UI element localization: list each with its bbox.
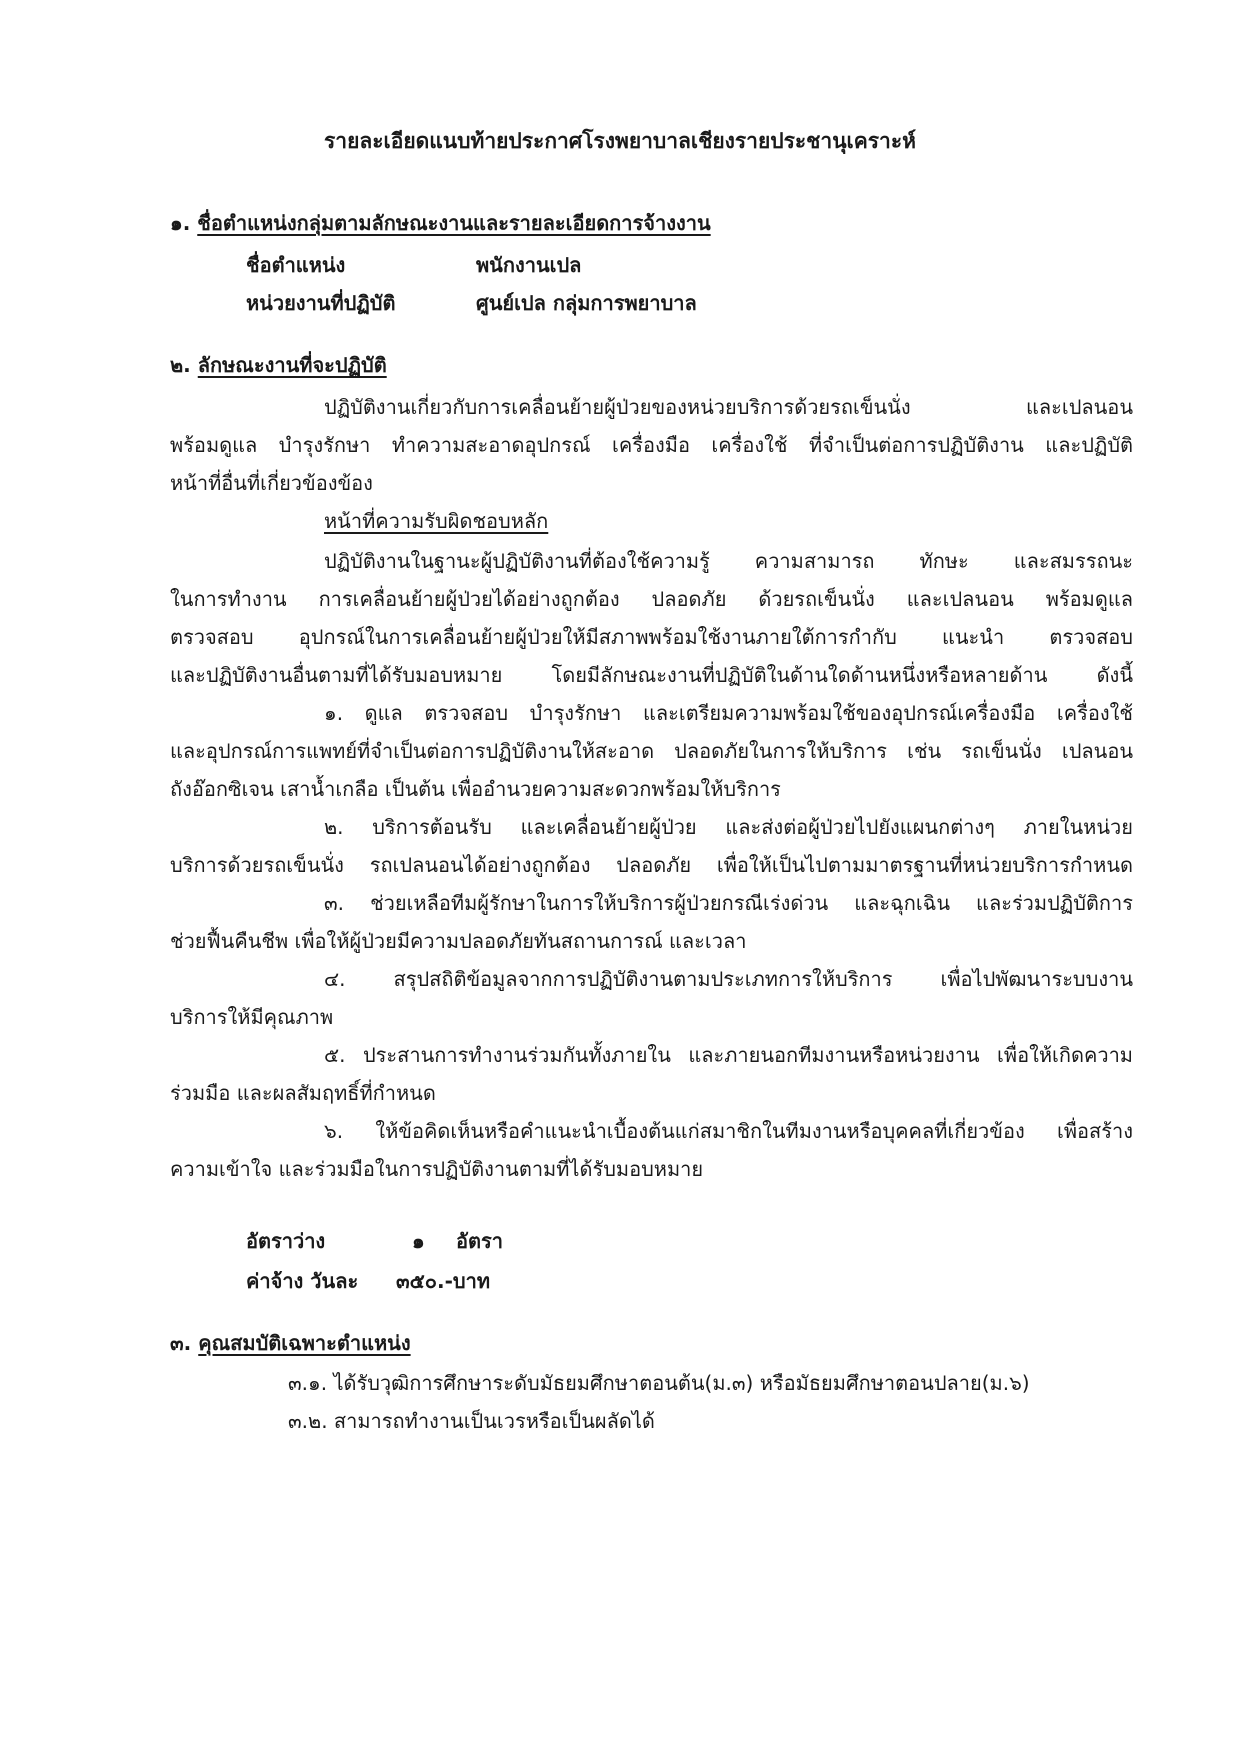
duty-item-5-line-2: ร่วมมือ และผลสัมฤทธิ์ที่กำหนด <box>170 1081 436 1105</box>
duties-intro-line-1: ปฏิบัติงานในฐานะผู้ปฏิบัติงานที่ต้องใช้ความรู้ ความสามารถ ทักษะ และสมรรถนะ <box>324 549 1133 573</box>
duties-heading: หน้าที่ความรับผิดชอบหลัก <box>324 509 549 533</box>
intro-line-1: ปฏิบัติงานเกี่ยวกับการเคลื่อนย้ายผู้ป่วยของหน่วยบริการด้วยรถเข็นนั่ง และเปลนอน <box>324 395 1133 419</box>
duties-intro-line-3: ตรวจสอบ อุปกรณ์ในการเคลื่อนย้ายผู้ป่วยให้มีสภาพพร้อมใช้งานภายใต้การกำกับ แนะนำ ตรวจสอบ <box>170 625 1133 649</box>
intro-line-3: หน้าที่อื่นที่เกี่ยวข้องข้อง <box>170 471 373 495</box>
duty-item-1-line-1: ๑. ดูแล ตรวจสอบ บำรุงรักษา และเตรียมความพร้อมใช้ของอุปกรณ์เครื่องมือ เครื่องใช้ <box>324 701 1133 725</box>
wage-value: ๓๕๐.-บาท <box>396 1269 491 1293</box>
section1-heading: ชื่อตำแหน่งกลุ่มตามลักษณะงานและรายละเอียดการจ้างงาน <box>197 211 711 235</box>
unit-value: ศูนย์เปล กลุ่มการพยาบาล <box>476 291 697 315</box>
section1-number: ๑. <box>170 211 191 235</box>
section2-number: ๒. <box>170 353 191 377</box>
duty-item-1-line-2: และอุปกรณ์การแพทย์ที่จำเป็นต่อการปฏิบัติงานให้สะอาด ปลอดภัยในการให้บริการ เช่น รถเข็นนั่ง เปลนอน <box>170 739 1133 763</box>
duty-item-6-line-1: ๖. ให้ข้อคิดเห็นหรือคำแนะนำเบื้องต้นแก่สมาชิกในทีมงานหรือบุคคลที่เกี่ยวข้อง เพื่อสร้าง <box>324 1119 1133 1143</box>
duty-item-1-line-3: ถังอ๊อกซิเจน เสาน้ำเกลือ เป็นต้น เพื่ออำนวยความสะดวกพร้อมให้บริการ <box>170 777 781 801</box>
duties-intro-line-2: ในการทำงาน การเคลื่อนย้ายผู้ป่วยได้อย่างถูกต้อง ปลอดภัย ด้วยรถเข็นนั่ง และเปลนอน พร้อมดูแล <box>170 587 1133 611</box>
position-value: พนักงานเปล <box>476 253 582 277</box>
vacancy-label: อัตราว่าง <box>246 1229 326 1253</box>
section3-heading: คุณสมบัติเฉพาะตำแหน่ง <box>198 1331 411 1355</box>
duty-item-3-line-2: ช่วยฟื้นคืนชีพ เพื่อให้ผู้ป่วยมีความปลอดภัยทันสถานการณ์ และเวลา <box>170 929 747 953</box>
section2-heading: ลักษณะงานที่จะปฏิบัติ <box>197 353 387 377</box>
vacancy-unit: อัตรา <box>456 1229 503 1253</box>
intro-line-2: พร้อมดูแล บำรุงรักษา ทำความสะอาดอุปกรณ์ เครื่องมือ เครื่องใช้ ที่จำเป็นต่อการปฏิบัติงาน และปฏิบัติ <box>170 433 1133 457</box>
document-title: รายละเอียดแนบท้ายประกาศโรงพยาบาลเชียงรายประชานุเคราะห์ <box>324 129 916 153</box>
section2-heading-line <box>170 350 387 380</box>
qualification-item-1: ๓.๑. ได้รับวุฒิการศึกษาระดับมัธยมศึกษาตอนต้น(ม.๓) หรือมัธยมศึกษาตอนปลาย(ม.๖) <box>288 1371 1030 1395</box>
wage-label: ค่าจ้าง วันละ <box>246 1269 359 1293</box>
section1-heading-line <box>170 208 711 238</box>
duty-item-3-line-1: ๓. ช่วยเหลือทีมผู้รักษาในการให้บริการผู้ป่วยกรณีเร่งด่วน และฉุกเฉิน และร่วมปฏิบัติการ <box>324 891 1133 915</box>
section3-heading-line <box>170 1328 411 1358</box>
duty-item-6-line-2: ความเข้าใจ และร่วมมือในการปฏิบัติงานตามที่ได้รับมอบหมาย <box>170 1157 704 1181</box>
qualification-item-2: ๓.๒. สามารถทำงานเป็นเวรหรือเป็นผลัดได้ <box>288 1409 655 1433</box>
duty-item-2-line-2: บริการด้วยรถเข็นนั่ง รถเปลนอนได้อย่างถูกต้อง ปลอดภัย เพื่อให้เป็นไปตามมาตรฐานที่หน่วยบริการกำหนด <box>170 853 1133 877</box>
position-label: ชื่อตำแหน่ง <box>246 253 346 277</box>
duties-intro-line-4: และปฏิบัติงานอื่นตามที่ได้รับมอบหมาย โดยมีลักษณะงานที่ปฏิบัติในด้านใดด้านหนึ่งหรือหลายด้าน ดังนี้ <box>170 663 1133 687</box>
duty-item-4-line-2: บริการให้มีคุณภาพ <box>170 1005 334 1029</box>
unit-label: หน่วยงานที่ปฏิบัติ <box>246 291 396 315</box>
duty-item-4-line-1: ๔. สรุปสถิติข้อมูลจากการปฏิบัติงานตามประเภทการให้บริการ เพื่อไปพัฒนาระบบงาน <box>324 967 1133 991</box>
duty-item-2-line-1: ๒. บริการต้อนรับ และเคลื่อนย้ายผู้ป่วย และส่งต่อผู้ป่วยไปยังแผนกต่างๆ ภายในหน่วย <box>324 815 1133 839</box>
duty-item-5-line-1: ๕. ประสานการทำงานร่วมกันทั้งภายใน และภายนอกทีมงานหรือหน่วยงาน เพื่อให้เกิดความ <box>324 1043 1133 1067</box>
section3-number: ๓. <box>170 1331 192 1355</box>
vacancy-count: ๑ <box>412 1229 425 1253</box>
